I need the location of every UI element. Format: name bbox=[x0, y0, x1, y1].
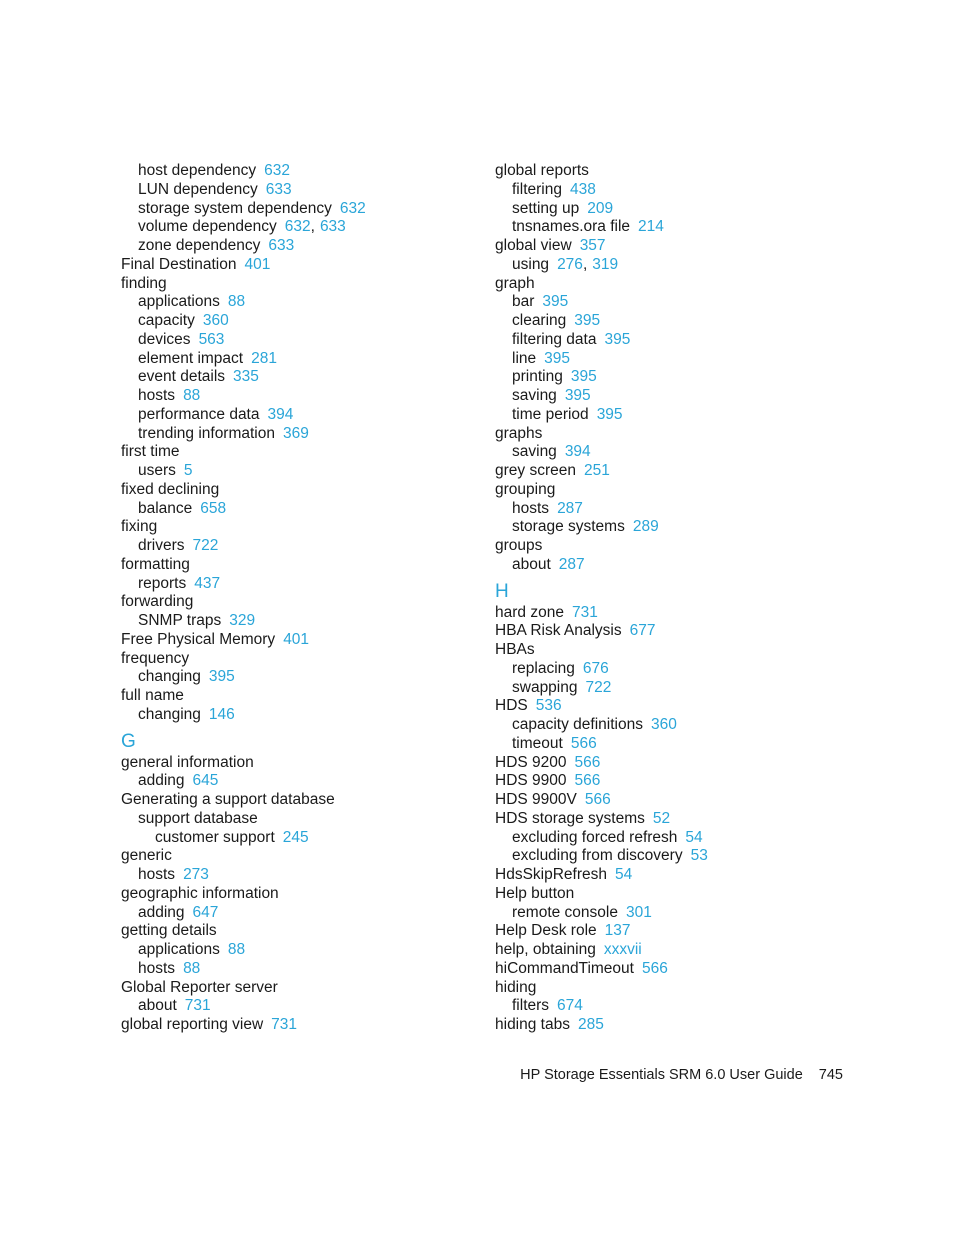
index-entry bbox=[121, 1016, 481, 1035]
index-subentry bbox=[495, 443, 855, 462]
footer-title: HP Storage Essentials SRM 6.0 User Guide bbox=[520, 1067, 803, 1083]
index-subentry bbox=[495, 716, 855, 735]
index-subentry bbox=[121, 810, 481, 829]
index-term: capacity bbox=[138, 312, 195, 329]
index-term: grouping bbox=[495, 480, 556, 498]
index-term: HBAs bbox=[495, 641, 535, 658]
index-entry bbox=[495, 979, 855, 998]
index-entry bbox=[495, 237, 855, 256]
index-entry bbox=[495, 941, 855, 960]
index-term: finding bbox=[121, 274, 167, 292]
index-term: hosts bbox=[138, 866, 176, 883]
index-term: groups bbox=[495, 537, 543, 554]
index-subentry bbox=[495, 200, 855, 219]
page-link[interactable]: 88 bbox=[183, 959, 201, 977]
page-link[interactable]: 633 bbox=[265, 180, 292, 198]
index-term: fixing bbox=[121, 518, 158, 536]
page-link[interactable]: 395 bbox=[208, 668, 235, 686]
index-entry bbox=[495, 537, 855, 556]
index-subentry bbox=[121, 406, 481, 425]
page-link[interactable]: 645 bbox=[192, 772, 219, 790]
index-entry bbox=[495, 922, 855, 941]
index-term: devices bbox=[138, 330, 191, 348]
index-entry bbox=[121, 687, 481, 706]
index-term: hosts bbox=[512, 499, 550, 517]
index-entry bbox=[495, 641, 855, 660]
index-subentry bbox=[495, 556, 855, 575]
index-subentry bbox=[495, 387, 855, 406]
index-term: Free Physical Memory bbox=[121, 630, 276, 648]
page-link[interactable]: 563 bbox=[198, 330, 225, 348]
index-term: adding bbox=[138, 903, 185, 921]
index-term: storage system dependency bbox=[138, 199, 332, 217]
index-term: timeout bbox=[512, 734, 563, 752]
index-subentry bbox=[495, 829, 855, 848]
index-term: adding bbox=[138, 772, 185, 790]
index-term: Help Desk role bbox=[495, 922, 597, 940]
index-term: element impact bbox=[138, 349, 244, 367]
index-term: swapping bbox=[512, 678, 578, 696]
page-link[interactable]: 633 bbox=[268, 237, 295, 254]
page-link[interactable]: 658 bbox=[200, 499, 227, 517]
index-subentry bbox=[121, 612, 481, 631]
page-link[interactable]: 137 bbox=[604, 922, 631, 940]
index-subentry bbox=[121, 960, 481, 979]
index-term: clearing bbox=[512, 312, 567, 329]
page-link[interactable]: 360 bbox=[202, 312, 229, 329]
index-term: changing bbox=[138, 668, 201, 686]
page-link[interactable]: 437 bbox=[194, 574, 221, 592]
index-entry bbox=[121, 275, 481, 294]
index-subentry bbox=[121, 500, 481, 519]
index-subentry bbox=[121, 772, 481, 791]
page-link[interactable]: 676 bbox=[582, 659, 609, 677]
index-term: replacing bbox=[512, 659, 575, 677]
page-link[interactable]: 566 bbox=[574, 772, 601, 790]
index-subentry bbox=[495, 256, 855, 275]
index-term: trending information bbox=[138, 424, 275, 442]
index-subentry bbox=[495, 679, 855, 698]
page-link[interactable]: 54 bbox=[615, 866, 633, 883]
page-link[interactable]: 395 bbox=[574, 312, 601, 329]
index-term: global reporting view bbox=[121, 1016, 264, 1033]
page-link[interactable]: 731 bbox=[271, 1016, 298, 1033]
index-term: balance bbox=[138, 499, 193, 517]
page-link[interactable]: 394 bbox=[267, 405, 294, 423]
index-entry bbox=[495, 754, 855, 773]
index-entry bbox=[121, 847, 481, 866]
index-subentry bbox=[121, 706, 481, 725]
index-entry bbox=[495, 425, 855, 444]
index-term: Global Reporter server bbox=[121, 978, 278, 996]
index-term: fixed declining bbox=[121, 480, 220, 498]
index-subentry bbox=[121, 575, 481, 594]
index-subentry bbox=[495, 293, 855, 312]
index-term: filters bbox=[512, 997, 550, 1015]
page-link[interactable]: 566 bbox=[641, 959, 668, 977]
index-term: remote console bbox=[512, 903, 618, 921]
index-entry bbox=[495, 604, 855, 623]
page-link[interactable]: 632 bbox=[284, 218, 311, 236]
index-term: host dependency bbox=[138, 162, 257, 179]
page-link[interactable]: 401 bbox=[283, 630, 310, 648]
page-link[interactable]: 287 bbox=[558, 555, 585, 573]
index-term: HDS 9900 bbox=[495, 772, 567, 790]
index-term: filtering bbox=[512, 180, 562, 198]
index-entry bbox=[495, 960, 855, 979]
page-link[interactable]: 357 bbox=[579, 237, 606, 254]
index-subentry bbox=[495, 350, 855, 369]
index-subentry bbox=[495, 368, 855, 387]
index-subentry bbox=[495, 312, 855, 331]
index-subentry bbox=[495, 997, 855, 1016]
index-subentry bbox=[495, 904, 855, 923]
index-entry bbox=[121, 885, 481, 904]
page-link[interactable]: 722 bbox=[585, 678, 612, 696]
page-link[interactable]: 731 bbox=[571, 603, 598, 621]
index-subentry bbox=[495, 660, 855, 679]
page-link[interactable]: 287 bbox=[557, 499, 583, 517]
index-term: graphs bbox=[495, 424, 543, 442]
page-link[interactable]: 566 bbox=[574, 753, 601, 771]
index-term: using bbox=[512, 255, 550, 273]
index-subentry bbox=[121, 312, 481, 331]
index-entry bbox=[495, 481, 855, 500]
index-entry bbox=[121, 922, 481, 941]
index-entry bbox=[495, 791, 855, 810]
index-term: help, obtaining bbox=[495, 941, 596, 958]
index-term: formatting bbox=[121, 555, 190, 573]
page-link[interactable]: 394 bbox=[564, 443, 591, 461]
index-entry bbox=[121, 256, 481, 275]
page-link[interactable]: 5 bbox=[183, 462, 193, 479]
index-entry bbox=[121, 593, 481, 612]
page-link[interactable]: 214 bbox=[638, 218, 664, 236]
page-link[interactable]: 360 bbox=[650, 716, 677, 733]
index-term: Generating a support database bbox=[121, 791, 335, 808]
index-term: hosts bbox=[138, 959, 176, 977]
index-term: excluding from discovery bbox=[512, 847, 683, 865]
index-subentry bbox=[121, 537, 481, 556]
index-entry bbox=[121, 443, 481, 462]
index-term: drivers bbox=[138, 537, 185, 554]
page-link[interactable]: 88 bbox=[227, 941, 246, 958]
index-subentry bbox=[121, 218, 481, 237]
index-term: changing bbox=[138, 705, 201, 723]
page-separator: , bbox=[310, 218, 315, 236]
page-link[interactable]: 245 bbox=[282, 828, 309, 846]
page-link[interactable]: 438 bbox=[569, 180, 596, 198]
index-entry bbox=[495, 1016, 855, 1035]
page-link[interactable]: 285 bbox=[577, 1016, 604, 1033]
page-link[interactable]: 395 bbox=[596, 405, 623, 423]
page-link[interactable]: 329 bbox=[229, 612, 256, 629]
index-subentry bbox=[121, 904, 481, 923]
index-term: LUN dependency bbox=[138, 180, 258, 198]
page-link[interactable]: 88 bbox=[183, 387, 201, 404]
index-subentry bbox=[495, 847, 855, 866]
page-link[interactable]: 273 bbox=[183, 866, 209, 883]
index-subentry bbox=[121, 368, 481, 387]
index-term: HDS storage systems bbox=[495, 809, 645, 827]
index-term: filtering data bbox=[512, 330, 597, 348]
page-link[interactable]: 674 bbox=[557, 997, 583, 1015]
index-term: hiding bbox=[495, 978, 537, 996]
index-subentry bbox=[495, 218, 855, 237]
index-subentry bbox=[121, 941, 481, 960]
index-term: about bbox=[512, 555, 551, 573]
index-subentry bbox=[121, 181, 481, 200]
page-number: 745 bbox=[818, 1067, 843, 1083]
index-subentry bbox=[495, 500, 855, 519]
index-term: hiding tabs bbox=[495, 1016, 570, 1033]
index-term: global view bbox=[495, 237, 572, 254]
page-link[interactable]: 146 bbox=[208, 705, 235, 723]
page-link[interactable]: xxxvii bbox=[603, 941, 642, 958]
index-subentry bbox=[495, 735, 855, 754]
index-term: grey screen bbox=[495, 462, 576, 479]
page-link[interactable]: 319 bbox=[592, 255, 619, 273]
index-subentry bbox=[121, 387, 481, 406]
index-subentry bbox=[495, 518, 855, 537]
index-subentry bbox=[495, 331, 855, 350]
index-term: hiCommandTimeout bbox=[495, 959, 634, 977]
index-term: Final Destination bbox=[121, 255, 237, 273]
page-link[interactable]: 335 bbox=[233, 368, 259, 386]
page-link[interactable]: 722 bbox=[192, 537, 219, 554]
page-link[interactable]: 632 bbox=[264, 162, 290, 179]
index-entry bbox=[495, 885, 855, 904]
index-term: geographic information bbox=[121, 884, 279, 902]
page-link[interactable]: 54 bbox=[685, 828, 703, 846]
index-subentry bbox=[495, 406, 855, 425]
page-link[interactable]: 251 bbox=[583, 462, 610, 479]
index-column-left bbox=[121, 162, 481, 1035]
page-link[interactable]: 53 bbox=[690, 847, 708, 865]
page-link[interactable]: 209 bbox=[587, 199, 614, 217]
index-term: event details bbox=[138, 368, 226, 386]
page-link[interactable]: 566 bbox=[570, 734, 597, 752]
page-footer bbox=[520, 1067, 843, 1083]
index-subentry bbox=[121, 331, 481, 350]
index-term: Help button bbox=[495, 884, 575, 902]
index-subentry bbox=[121, 200, 481, 219]
page-link[interactable]: 401 bbox=[244, 255, 271, 273]
index-term: HDS 9900V bbox=[495, 791, 577, 808]
index-subentry bbox=[121, 462, 481, 481]
page-link[interactable]: 395 bbox=[604, 330, 631, 348]
page-link[interactable]: 276 bbox=[557, 255, 583, 273]
page-link[interactable]: 395 bbox=[544, 349, 571, 367]
index-term: full name bbox=[121, 687, 184, 704]
index-term: HDS bbox=[495, 697, 528, 715]
index-term: general information bbox=[121, 753, 254, 771]
index-term: setting up bbox=[512, 199, 580, 217]
index-entry bbox=[121, 631, 481, 650]
page-link[interactable]: 395 bbox=[542, 293, 569, 311]
index-term: storage systems bbox=[512, 518, 625, 536]
page-link[interactable]: 647 bbox=[192, 903, 219, 921]
page-link[interactable]: 566 bbox=[584, 791, 611, 808]
index-entry bbox=[495, 697, 855, 716]
index-subentry bbox=[121, 237, 481, 256]
index-subentry bbox=[121, 293, 481, 312]
index-entry bbox=[121, 481, 481, 500]
index-term: time period bbox=[512, 405, 589, 423]
page-link[interactable]: 731 bbox=[184, 997, 211, 1015]
index-column-right bbox=[495, 162, 855, 1035]
index-term: HdsSkipRefresh bbox=[495, 866, 607, 883]
index-term: customer support bbox=[155, 828, 275, 846]
index-term: excluding forced refresh bbox=[512, 828, 678, 846]
index-term: saving bbox=[512, 387, 557, 404]
index-term: support database bbox=[138, 809, 258, 827]
index-entry bbox=[121, 979, 481, 998]
page-link[interactable]: 289 bbox=[632, 518, 659, 536]
index-term: hard zone bbox=[495, 603, 564, 621]
page-link[interactable]: 281 bbox=[251, 349, 277, 367]
index-term: reports bbox=[138, 574, 187, 592]
index-term: forwarding bbox=[121, 593, 194, 611]
index-subentry bbox=[121, 997, 481, 1016]
index-term: applications bbox=[138, 941, 220, 958]
index-term: generic bbox=[121, 847, 172, 865]
page-link[interactable]: 395 bbox=[570, 368, 597, 386]
index-entry bbox=[495, 866, 855, 885]
page-separator: , bbox=[582, 255, 588, 273]
index-term: applications bbox=[138, 293, 220, 311]
index-term: users bbox=[138, 462, 176, 479]
page-link[interactable]: 677 bbox=[629, 622, 656, 640]
index-entry bbox=[121, 518, 481, 537]
index-subentry bbox=[495, 181, 855, 200]
index-term: saving bbox=[512, 443, 557, 461]
index-term: performance data bbox=[138, 405, 260, 423]
index-subentry bbox=[121, 668, 481, 687]
index-term: HBA Risk Analysis bbox=[495, 622, 622, 640]
index-entry bbox=[121, 556, 481, 575]
index-entry bbox=[495, 275, 855, 294]
page-link[interactable]: 369 bbox=[283, 424, 309, 442]
index-entry bbox=[495, 622, 855, 641]
index-term: global reports bbox=[495, 162, 589, 179]
page-link[interactable]: 301 bbox=[625, 903, 652, 921]
index-term: zone dependency bbox=[138, 237, 261, 254]
page-link[interactable]: 395 bbox=[564, 387, 591, 404]
index-subentry bbox=[121, 162, 481, 181]
page-link[interactable]: 88 bbox=[227, 293, 246, 311]
index-term: line bbox=[512, 349, 537, 367]
index-subentry bbox=[121, 829, 481, 848]
index-entry bbox=[121, 754, 481, 773]
index-subentry bbox=[121, 425, 481, 444]
index-term: printing bbox=[512, 368, 563, 386]
index-term: hosts bbox=[138, 387, 176, 404]
page-link[interactable]: 632 bbox=[339, 199, 366, 217]
index-entry bbox=[121, 791, 481, 810]
index-entry bbox=[495, 772, 855, 791]
index-term: tnsnames.ora file bbox=[512, 218, 631, 236]
index-term: bar bbox=[512, 293, 535, 311]
index-term: graph bbox=[495, 274, 535, 292]
index-term: first time bbox=[121, 443, 180, 461]
page-link[interactable]: 536 bbox=[535, 697, 562, 715]
index-subentry bbox=[121, 350, 481, 369]
index-term: capacity definitions bbox=[512, 716, 643, 733]
index-letter-heading: H bbox=[495, 580, 509, 602]
page-link[interactable]: 633 bbox=[319, 218, 346, 236]
page-link[interactable]: 52 bbox=[652, 809, 671, 827]
index-subentry bbox=[121, 866, 481, 885]
index-letter-heading: G bbox=[121, 730, 136, 752]
index-entry bbox=[495, 810, 855, 829]
index-term: about bbox=[138, 997, 177, 1015]
index-entry bbox=[495, 162, 855, 181]
index-term: getting details bbox=[121, 922, 217, 940]
index-entry bbox=[495, 462, 855, 481]
index-term: SNMP traps bbox=[138, 612, 222, 629]
index-term: frequency bbox=[121, 649, 190, 667]
index-term: volume dependency bbox=[138, 218, 277, 236]
index-term: HDS 9200 bbox=[495, 753, 567, 771]
index-entry bbox=[121, 650, 481, 669]
